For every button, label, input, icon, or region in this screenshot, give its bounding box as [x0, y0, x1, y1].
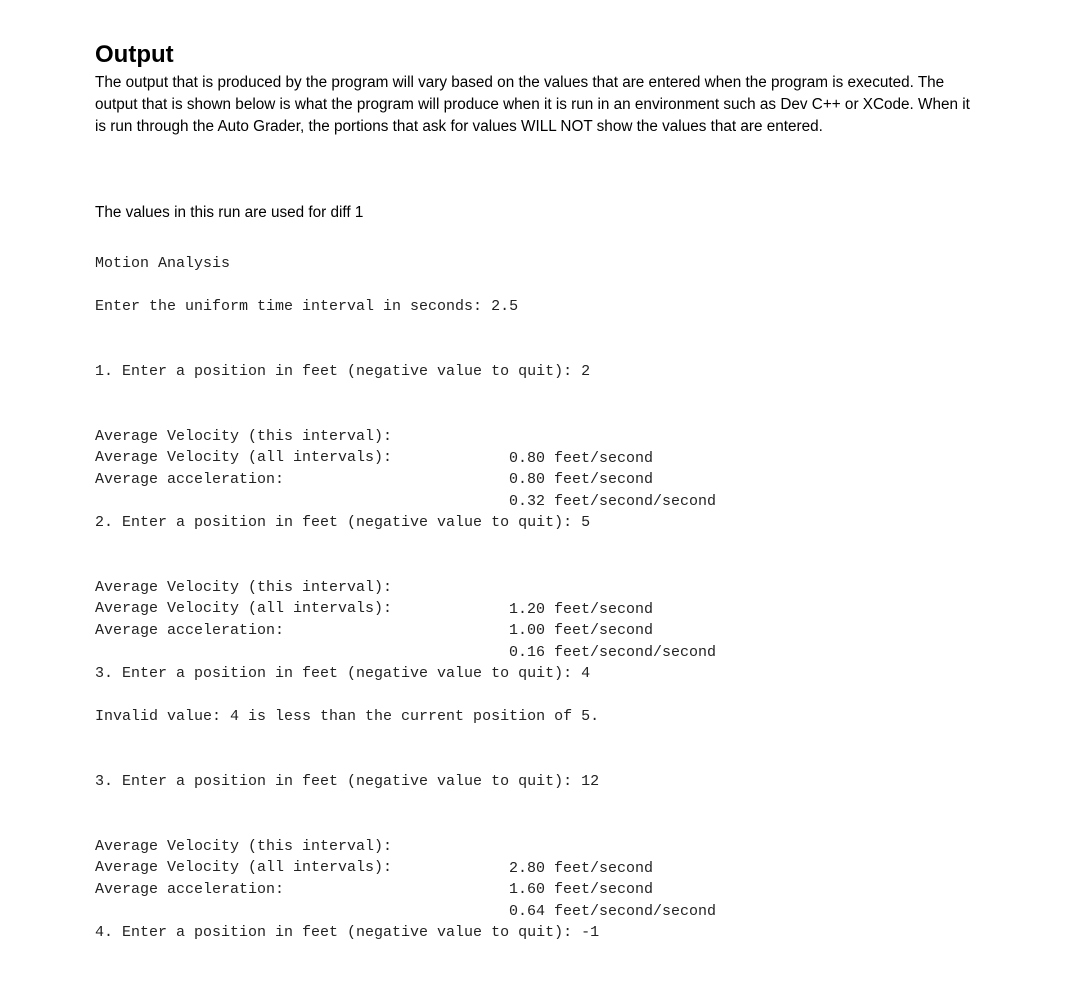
console-output [95, 253, 717, 941]
position-prompt-3: 3. Enter a position in feet (negative value to quit): 4 [95, 665, 591, 682]
result-value: 1.00 feet/second [509, 622, 654, 639]
result-label: Average Velocity (this interval): [95, 579, 393, 596]
result-value: 2.80 feet/second [509, 860, 654, 877]
result-value: 0.32 feet/second/second [509, 493, 717, 510]
position-prompt-3-retry: 3. Enter a position in feet (negative value to quit): 12 [95, 773, 600, 790]
document-body [95, 38, 995, 941]
result-value: 1.60 feet/second [509, 881, 654, 898]
result-label: Average Velocity (this interval): [95, 428, 393, 445]
diff-note: The values in this run are used for diff 1 [95, 204, 364, 221]
invalid-message: Invalid value: 4 is less than the current position of 5. [95, 708, 600, 725]
result-label: Average acceleration: [95, 622, 285, 639]
result-value: 0.80 feet/second [509, 471, 654, 488]
result-value: 0.16 feet/second/second [509, 644, 717, 661]
result-label: Average Velocity (all intervals): [95, 449, 393, 466]
console-title: Motion Analysis [95, 255, 231, 272]
result-label: Average Velocity (all intervals): [95, 859, 393, 876]
result-value: 0.64 feet/second/second [509, 903, 717, 920]
position-prompt-2: 2. Enter a position in feet (negative value to quit): 5 [95, 514, 591, 531]
intro-paragraph: The output that is produced by the program will vary based on the values that are entered when the program is executed. The output that is shown below is what the program will produce when it is run in an environment such as Dev C++ or XCode. When it is run through the Auto Grader, the portions that ask for values WILL NOT show the values that are entered. [95, 74, 970, 135]
position-prompt-4: 4. Enter a position in feet (negative value to quit): -1 [95, 924, 600, 941]
result-label: Average Velocity (all intervals): [95, 600, 393, 617]
page-title: Output [95, 41, 174, 68]
result-label: Average Velocity (this interval): [95, 838, 393, 855]
result-label: Average acceleration: [95, 881, 285, 898]
result-label: Average acceleration: [95, 471, 285, 488]
position-prompt-1: 1. Enter a position in feet (negative value to quit): 2 [95, 363, 591, 380]
interval-prompt: Enter the uniform time interval in seconds: 2.5 [95, 298, 519, 315]
result-value: 1.20 feet/second [509, 601, 654, 618]
result-value: 0.80 feet/second [509, 450, 654, 467]
